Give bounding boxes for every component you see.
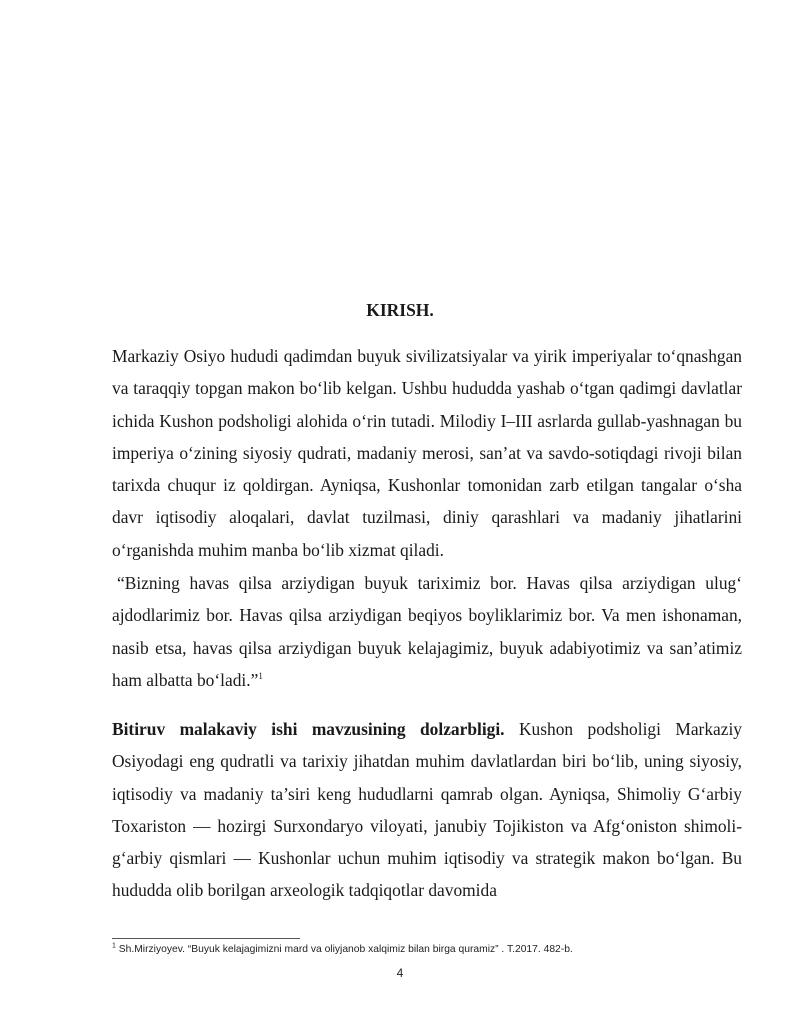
footnote-reference: 1	[258, 671, 263, 682]
relevance-text: Kushon podsholigi Markaziy Osiyodagi eng qudratli va tarixiy jihatdan muhim davlatlardan biri bo‘lib, uning siyosiy, iqtisodiy va madaniy ta’siri keng hududlarni qamrab olgan. Ayniqsa, Shimoliy G‘arbiy Toxariston — hozirgi Surxondaryo viloyati, janubiy Tojikiston va Afg‘oniston shimoli-g‘arbiy qismlari — Kushonlar uchun muhim iqtisodiy va strategik makon bo‘lgan. Bu hududda olib borilgan arxeologik tadqiqotlar davomida	[112, 719, 743, 901]
quote-text: “Bizning havas qilsa arziydigan buyuk tariximiz bor. Havas qilsa arziydigan ulug‘ ajdodlarimiz bor. Havas qilsa arziydigan beqiyos boyliklarimiz bor. Va men ishonaman, nasib etsa, havas qilsa arziydigan buyuk kelajagimiz, buyuk adabiyotimiz va san’atimiz ham albatta bo‘ladi.”	[112, 573, 742, 690]
footnote-marker: 1	[112, 942, 116, 950]
relevance-paragraph	[112, 713, 742, 907]
relevance-heading: Bitiruv malakaviy ishi mavzusining dolzarbligi.	[112, 719, 505, 739]
footnote-text: Sh.Mirziyoyev. “Buyuk kelajagimizni mard va oliyjanob xalqimiz bilan birga quramiz” . T.2017. 482-b.	[115, 944, 573, 955]
page-number: 4	[396, 966, 404, 980]
footnote-divider	[112, 938, 300, 939]
intro-paragraph: Markaziy Osiyo hududi qadimdan buyuk sivilizatsiyalar va yirik imperiyalar to‘qnashgan va taraqqiy topgan makon bo‘lib kelgan. Ushbu hududda yashab o‘tgan qadimgi davlatlar ichida Kushon podsholigi alohida o‘rin tutadi. Milodiy I–III asrlarda gullab-yashnagan bu imperiya o‘zining siyosiy qudrati, madaniy merosi, san’at va savdo-sotiqdagi rivoji bilan tarixda chuqur iz qoldirgan. Ayniqsa, Kushonlar tomonidan zarb etilgan tangalar o‘sha davr iqtisodiy aloqalari, davlat tuzilmasi, diniy qarashlari va madaniy jihatlarini o‘rganishda muhim manba bo‘lib xizmat qiladi.	[112, 346, 742, 560]
section-title: KIRISH.	[366, 300, 434, 320]
quote-paragraph	[112, 567, 742, 696]
footnote	[112, 944, 752, 955]
